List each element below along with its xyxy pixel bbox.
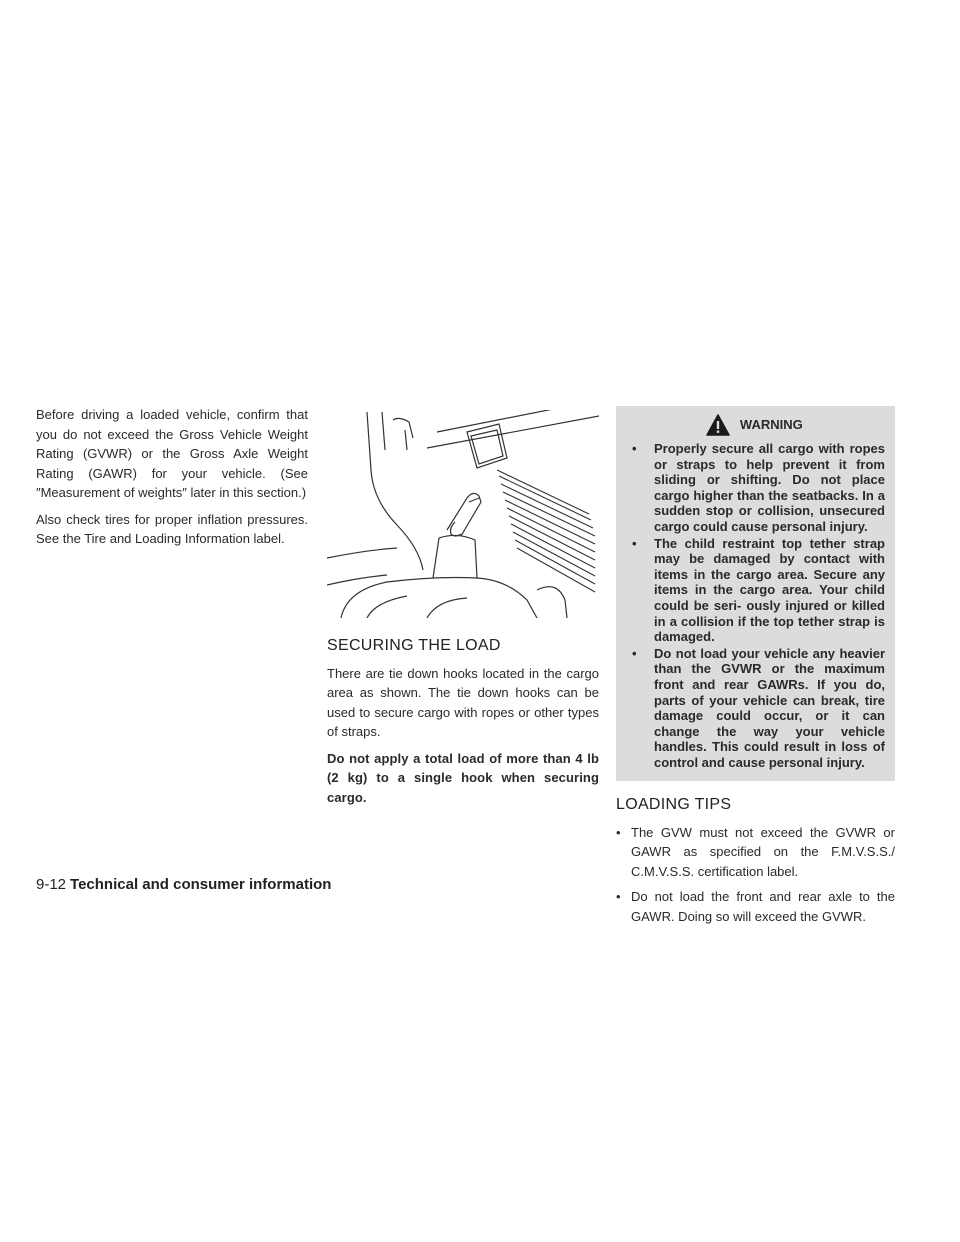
securing-heading: SECURING THE LOAD — [327, 637, 501, 654]
intro-paragraph: Before driving a loaded vehicle, confirm that you do not exceed the Gross Vehicle Weight Rating (GVWR) or the Gross Axle Weight Rating (GAWR) for your vehicle. (See ″Measurement of weights″ later in this section.) — [36, 407, 308, 500]
securing-paragraph: There are tie down hooks located in the cargo area as shown. The tie down hooks can be used to secure cargo with ropes or other types of straps. — [327, 665, 599, 739]
warning-header — [624, 414, 885, 436]
warning-item-text: Do not load your vehicle any heavier than the GVWR or the maximum front and rear GAWRs. If you do, parts of your vehicle can break, tire damage could occur, or it can change the way your vehicle handles. This could result in loss of control and cause personal injury. — [654, 645, 885, 770]
warning-triangle-icon — [706, 414, 730, 436]
warning-item — [624, 441, 885, 535]
warning-item-text: Properly secure all cargo with ropes or straps to help prevent it from sliding or shifting. Do not place cargo higher than the seatbacks. In a sudden stop or collision, unsecured cargo could cause personal injury. — [654, 441, 885, 534]
bullet: • — [616, 889, 621, 905]
warning-item — [624, 646, 885, 771]
bullet: • — [616, 824, 621, 840]
warning-box — [616, 406, 895, 781]
warning-list — [624, 441, 885, 770]
page-number: 9-12 — [36, 876, 67, 893]
right-column — [616, 406, 895, 932]
section-title: Technical and consumer information — [70, 876, 332, 893]
bullet: • — [632, 645, 637, 661]
tips-item-text: Do not load the front and rear axle to the GAWR. Doing so will exceed the GVWR. — [631, 889, 895, 924]
tips-item-text: The GVW must not exceed the GVWR or GAWR as specified on the F.M.V.S.S./ C.M.V.S.S. certification label. — [631, 824, 895, 879]
intro-paragraph: Also check tires for proper inflation pressures. See the Tire and Loading Information label. — [36, 511, 308, 546]
bullet: • — [632, 441, 637, 456]
securing-caution: Do not apply a total load of more than 4 lb (2 kg) to a single hook when securing cargo. — [327, 750, 599, 805]
warning-title: WARNING — [739, 417, 803, 433]
tips-item — [616, 823, 895, 882]
intro-column — [36, 405, 308, 556]
bullet: • — [632, 535, 637, 551]
tips-item — [616, 887, 895, 926]
page-footer — [36, 876, 331, 893]
warning-item — [624, 536, 885, 645]
securing-column — [327, 410, 599, 814]
tie-down-hook-illustration — [327, 410, 599, 618]
warning-item-text: The child restraint top tether strap may be damaged by contact with items in the cargo area. Secure any items in the cargo area. Your child could be seri- ously injured or killed in a collision if the top tether strap is damaged. — [654, 535, 885, 645]
tips-heading: LOADING TIPS — [616, 796, 732, 814]
tips-list — [616, 823, 895, 927]
